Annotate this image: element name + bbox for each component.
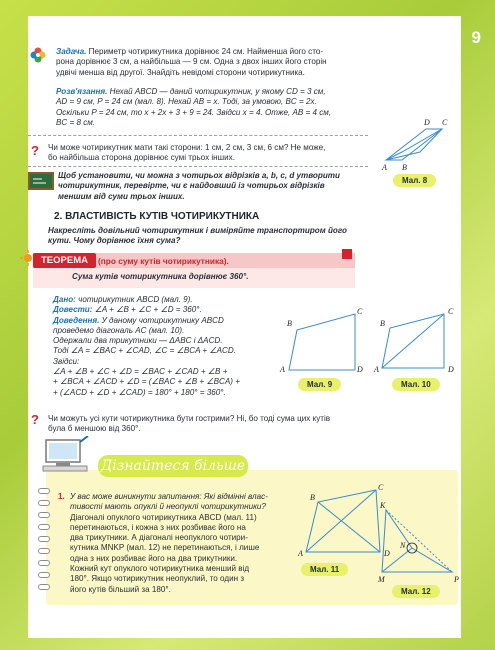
solution-label: Розв'язання.	[56, 87, 108, 96]
flower-icon	[30, 47, 46, 63]
fig11-caption: Мал. 11	[301, 563, 348, 576]
item-number: 1.	[58, 492, 65, 501]
fig9-label-b: B	[287, 319, 292, 328]
proof-line-3: Одержали два трикутники — ΔABC і ΔACD.	[53, 336, 223, 346]
fig12-label-p: P	[454, 575, 459, 584]
fig11-label-c: C	[378, 483, 384, 492]
proof-label: Доведення.	[53, 315, 100, 325]
more-line-7: одна з них розбиває його на два трикутники.	[70, 553, 238, 563]
fig9-caption: Мал. 9	[298, 378, 341, 391]
task-line-3: удвічі менша від другої. Знайдіть невідомі сторони чотирикутника.	[56, 67, 305, 77]
fig11-label-d: D	[384, 549, 390, 558]
board-line-1: Щоб установити, чи можна з чотирьох відрізків a, b, c, d утворити	[58, 171, 340, 180]
proof-line-8: + (∠ACD + ∠D + ∠CAD) = 180° + 180° = 360°.	[53, 387, 226, 397]
board-note	[58, 171, 373, 202]
question-2-line-2: була б меншою від 360°.	[48, 424, 141, 434]
learn-more-text	[70, 492, 305, 595]
section-title: 2. ВЛАСТИВІСТЬ КУТІВ ЧОТИРИКУТНИКА	[54, 211, 260, 222]
more-line-2: тивості мають опуклі й неопуклі чотирикутники?	[70, 502, 266, 512]
fig11-label-b: B	[310, 493, 315, 502]
figure-12	[372, 498, 462, 586]
computer-icon	[40, 436, 90, 474]
chalkboard-icon	[28, 172, 54, 192]
board-line-3: меншим від суми трьох інших.	[58, 191, 185, 201]
figure-9	[275, 300, 370, 380]
theorem-statement: Сума кутів чотирикутника дорівнює 360°.	[72, 272, 249, 281]
more-line-1: У вас може виникнути запитання: Які відмінні влас-	[70, 492, 268, 501]
section-line-2: кути. Чому дорівнює їхня сума?	[48, 236, 181, 246]
more-line-8: Кожний кут опуклого чотирикутника менший від	[70, 564, 250, 574]
task-label: Задача.	[56, 47, 87, 56]
question-1	[48, 143, 378, 164]
fig12-label-n: N	[400, 541, 406, 550]
divider	[28, 135, 368, 136]
fig8-caption: Мал. 8	[393, 174, 436, 187]
board-line-2: чотирикутник, перевірте, чи є найдовший із чотирьох відрізків	[58, 181, 325, 191]
fig12-caption: Мал. 12	[392, 585, 440, 598]
fig10-caption: Мал. 10	[392, 378, 440, 391]
solution-line-4: BC = 8 см.	[56, 117, 96, 127]
more-line-6: кутника MNKP (мал. 12) не перетинаються, і лише	[70, 543, 260, 553]
proof-line-1: У даному чотирикутнику ABCD	[99, 315, 224, 325]
fig8-label-a: A	[382, 163, 387, 172]
theorem-tag: ТЕОРЕМА	[33, 253, 96, 268]
more-line-5: два трикутники. А діагоналі неопуклого чотири-	[70, 533, 248, 543]
question-mark-icon: ?	[31, 412, 39, 427]
fig8-label-b: B	[402, 163, 407, 172]
divider	[28, 166, 368, 167]
spiral-ring	[38, 572, 50, 578]
page-number: 9	[471, 28, 481, 47]
more-line-9: 180°. Якщо чотирикутник неопуклий, то один з	[70, 574, 245, 584]
fig10-label-b: B	[380, 319, 385, 328]
spiral-ring	[38, 584, 50, 590]
fig9-label-c: C	[357, 307, 363, 316]
spiral-ring	[38, 560, 50, 566]
proof-line-6: ∠A + ∠B + ∠C + ∠D = ∠BAC + ∠CAD + ∠B +	[53, 367, 228, 377]
given-label: Дано:	[53, 295, 76, 304]
figure-8	[378, 112, 458, 177]
theorem-marker	[342, 249, 352, 259]
proof-block	[53, 295, 278, 398]
spiral-ring	[38, 536, 50, 542]
fig9-label-a: A	[280, 365, 285, 374]
spiral-ring	[38, 548, 50, 554]
spiral-ring	[38, 524, 50, 530]
prove-text: ∠A + ∠B + ∠C + ∠D = 360°.	[92, 305, 202, 315]
spiral-ring	[38, 488, 50, 494]
fig9-label-d: D	[357, 365, 363, 374]
spiral-ring	[38, 512, 50, 518]
more-line-4: перетинаються, і кожна з них розбиває його на	[70, 522, 246, 532]
fig8-label-c: C	[442, 118, 448, 127]
more-line-3: Діагоналі опуклого чотирикутника ABCD (мал. 11)	[70, 512, 257, 522]
fig10-label-d: D	[448, 365, 454, 374]
question-2-line-1: Чи можуть усі кути чотирикутника бути гострими? Ні, бо тоді сума цих кутів	[48, 414, 331, 423]
proof-line-4: Тоді ∠A = ∠BAC + ∠CAD, ∠C = ∠BCA + ∠ACD.	[53, 346, 236, 356]
more-line-10: його кутів більший за 180°.	[70, 584, 171, 594]
learn-more-banner: Дізнайтеся більше	[98, 455, 248, 477]
question-1-line-2: бо найбільша сторона дорівнює сумі трьох інших.	[48, 153, 235, 163]
figure-10	[372, 298, 462, 380]
proof-line-2: проведемо діагональ AC (мал. 10).	[53, 325, 185, 335]
prove-label: Довести:	[53, 305, 93, 315]
solution-block	[56, 87, 366, 128]
solution-line-3: Оскільки P = 24 см, то x + 2x + 3 + 9 = 24. Звідси x = 4. Отже, AB = 4 см,	[56, 107, 332, 117]
spiral-ring	[38, 500, 50, 506]
question-mark-icon: ?	[31, 143, 39, 158]
task-line-1: Периметр чотирикутника дорівнює 24 см. Найменша його сто-	[86, 47, 324, 56]
section-intro	[48, 226, 368, 247]
solution-line-2: AD = 9 см, P = 24 см (мал. 8). Нехай AB = x. Тоді, за умовою, BC = 2x.	[56, 97, 317, 107]
fig11-label-a: A	[298, 549, 303, 558]
solution-line-1: Нехай ABCD — даний чотирикутник, у якому CD = 3 см,	[107, 87, 326, 96]
fig8-label-d: D	[424, 118, 430, 127]
fig12-label-m: M	[378, 575, 385, 584]
proof-line-7: + ∠BCA + ∠ACD + ∠D = (∠BAC + ∠B + ∠BCA) +	[53, 377, 240, 387]
theorem-subtitle: (про суму кутів чотирикутника).	[98, 256, 229, 266]
fig12-label-k: K	[380, 501, 386, 510]
question-1-line-1: Чи може чотирикутник мати такі сторони: 1 см, 2 см, 3 см, 6 см? Не може,	[48, 143, 326, 152]
proof-line-5: Звідси:	[53, 356, 80, 366]
fig10-label-c: C	[448, 307, 454, 316]
given-text: чотирикутник ABCD (мал. 9).	[75, 295, 193, 304]
task-block	[56, 47, 366, 78]
task-line-2: рона дорівнює 3 см, а найбільша — 9 см. Одна з двох інших його сторін	[56, 57, 327, 67]
fig10-label-a: A	[374, 365, 379, 374]
question-2	[48, 414, 383, 435]
section-line-1: Накресліть довільний чотирикутник і виміряйте транспортиром його	[48, 226, 347, 235]
